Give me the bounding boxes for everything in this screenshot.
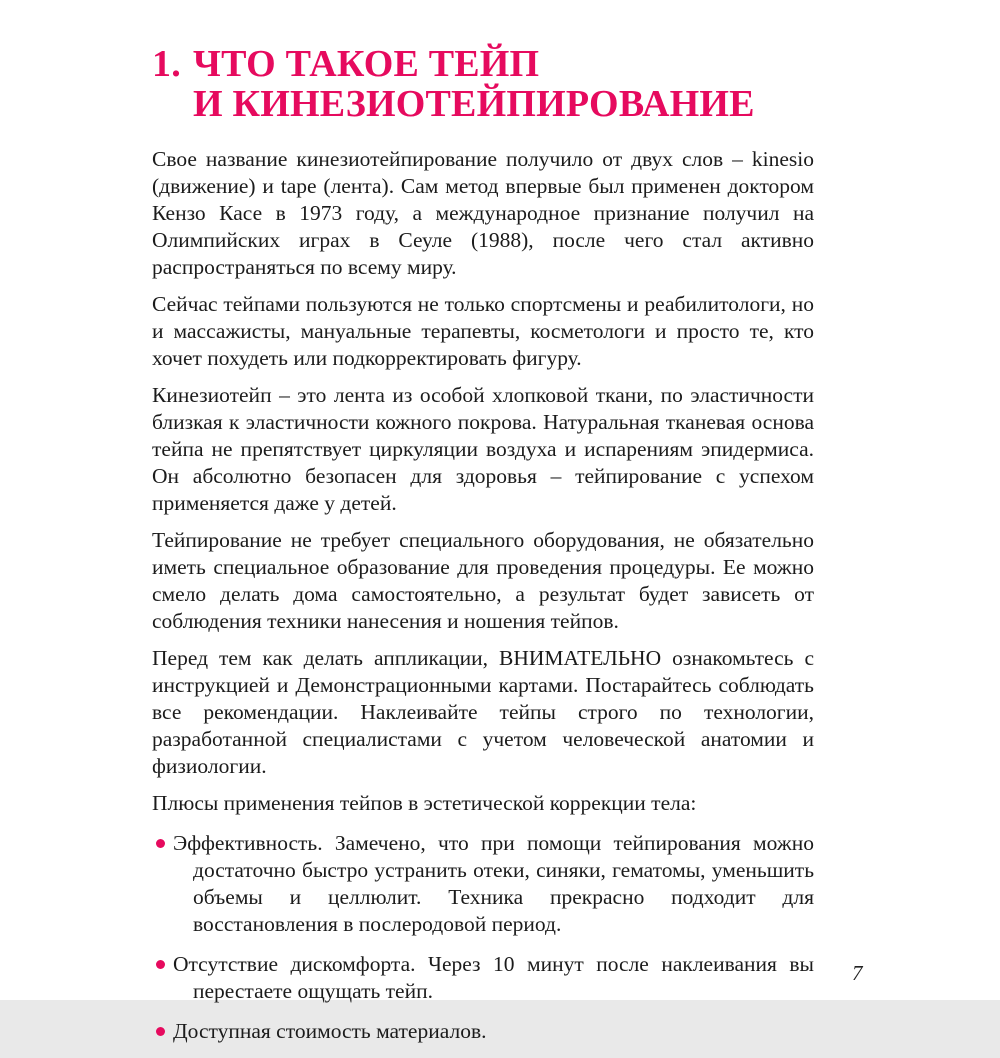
list-item-text: Эффективность. Замечено, что при помощи тейпирования можно достаточно быстро устранить отеки, синяки, гематомы, уменьшить объемы и целлюлит. Техника прекрасно подходит для восстановления в послеродовой период. bbox=[173, 831, 814, 936]
paragraph-users: Сейчас тейпами пользуются не только спортсмены и реабилитологи, но и массажисты, мануальные терапевты, косметологи и просто те, кто хочет похудеть или подкорректировать фигуру. bbox=[152, 292, 814, 370]
list-item bbox=[152, 830, 814, 938]
page-content bbox=[152, 44, 814, 1058]
paragraph-origin: Свое название кинезиотейпирование получило от двух слов – kinesio (движение) и tape (лента). Сам метод впервые был применен доктором Кензо Касе в 1973 году, а международное признание получил на Олимпийских играх в Сеуле (1988), после чего стал активно распространяться по всему миру. bbox=[152, 147, 814, 279]
list-item bbox=[152, 951, 814, 1005]
benefits-list bbox=[152, 830, 814, 1045]
chapter-title-line-1: ЧТО ТАКОЕ ТЕЙП bbox=[193, 43, 540, 85]
list-item-text: Доступная стоимость материалов. bbox=[173, 1019, 487, 1043]
chapter-title-line-2: И КИНЕЗИОТЕЙПИРОВАНИЕ bbox=[193, 83, 755, 125]
paragraph-material: Кинезиотейп – это лента из особой хлопковой ткани, по эластичности близкая к эластичности кожного покрова. Натуральная тканевая основа тейпа не препятствует циркуляции воздуха и испарениям эпидермиса. Он абсолютно безопасен для здоровья – тейпирование с успехом применяется даже у детей. bbox=[152, 383, 814, 515]
chapter-number: 1. bbox=[152, 43, 181, 85]
paragraph-instructions: Перед тем как делать аппликации, ВНИМАТЕЛЬНО ознакомьтесь с инструкцией и Демонстрационными картами. Постарайтесь соблюдать все рекомендации. Наклеивайте тейпы строго по технологии, разработанной специалистами с учетом человеческой анатомии и физиологии. bbox=[152, 646, 814, 778]
list-item bbox=[152, 1018, 814, 1045]
bullet-icon bbox=[156, 960, 165, 969]
chapter-title-text bbox=[193, 44, 755, 124]
list-item-text: Отсутствие дискомфорта. Через 10 минут после наклеивания вы перестаете ощущать тейп. bbox=[173, 952, 814, 1003]
bullet-icon bbox=[156, 1027, 165, 1036]
page-number: 7 bbox=[852, 961, 863, 985]
chapter-title bbox=[152, 44, 814, 124]
bullet-icon bbox=[156, 839, 165, 848]
benefits-lead-in: Плюсы применения тейпов в эстетической коррекции тела: bbox=[152, 791, 697, 815]
paragraph-no-equipment: Тейпирование не требует специального оборудования, не обязательно иметь специальное образование для проведения процедуры. Ее можно смело делать дома самостоятельно, а результат будет зависеть от соблюдения техники нанесения и ношения тейпов. bbox=[152, 528, 814, 633]
